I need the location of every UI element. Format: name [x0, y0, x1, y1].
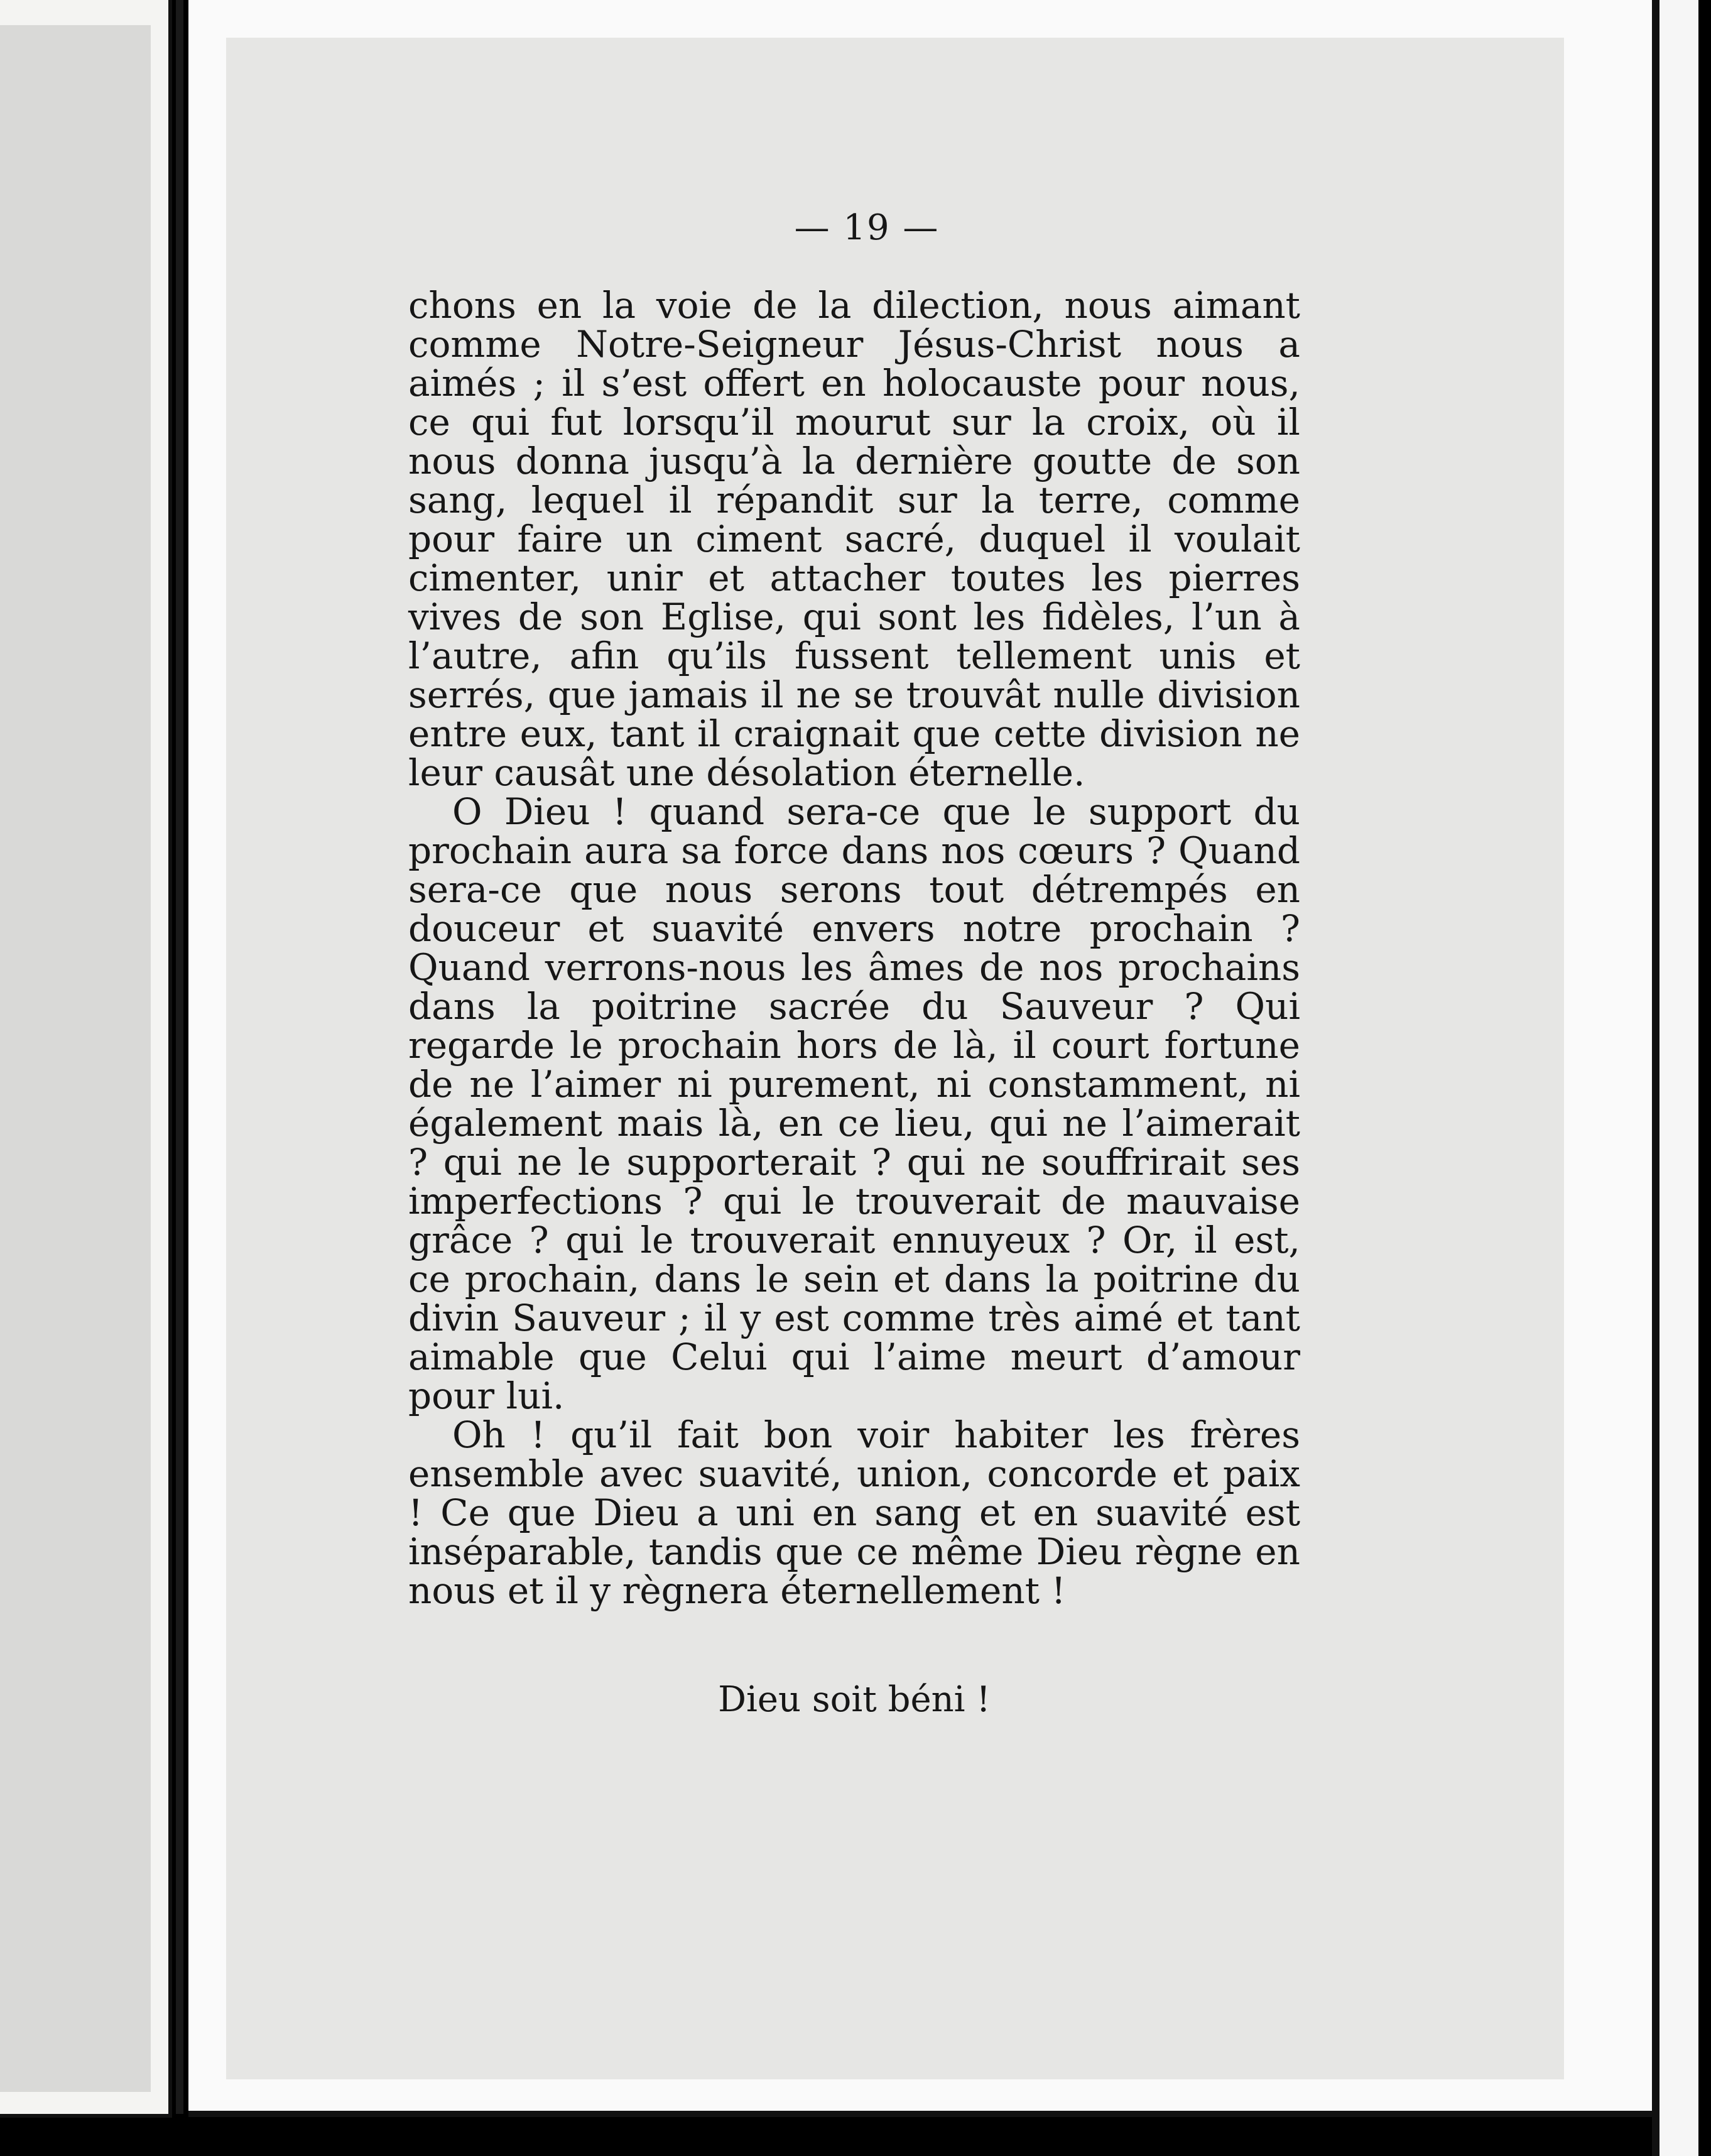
left-page-paper [0, 25, 151, 2092]
right-page-edge [1652, 0, 1659, 2156]
left-page-margin [0, 0, 172, 2118]
book-gutter [176, 0, 183, 2114]
page-text [408, 207, 1300, 1720]
right-margin-strip [1659, 0, 1698, 2156]
paragraph-2: O Dieu ! quand sera-ce que le support du prochain aura sa force dans nos cœurs ? Quand sera-ce que nous serons tout détrempés en douceur et suavité envers notre prochain ? Quand verrons-nous les âmes de nos prochains dans la poitrine sacrée du Sauveur ? Qui regarde le prochain hors de là, il court fortune de ne l’aimer ni purement, ni constamment, ni également mais là, en ce lieu, qui ne l’aimerait ? qui ne le supporterait ? qui ne souffrirait ses imperfections ? qui le trouverait de mauvaise grâce ? qui le trouverait ennuyeux ? Or, il est, ce prochain, dans le sein et dans la poitrine du divin Sauveur ; il y est comme très aimé et tant aimable que Celui qui l’aime meurt d’amour pour lui. [408, 790, 1300, 1417]
page-number: — 19 — [794, 207, 940, 248]
paragraph-3: Oh ! qu’il fait bon voir habiter les frères ensemble avec suavité, union, concorde et paix ! Ce que Dieu a uni en sang et en suavité est inséparable, tandis que ce même Dieu règne en nous et il y règnera éternellement ! [408, 1413, 1300, 1612]
paragraph-1: chons en la voie de la dilection, nous aimant comme Notre-Seigneur Jésus-Christ nous a aimés ; il s’est offert en holocauste pour nous, ce qui fut lorsqu’il mourut sur la croix, où il nous donna jusqu’à la dernière goutte de son sang, lequel il répandit sur la terre, comme pour faire un ciment sacré, duquel il voulait cimenter, unir et attacher toutes les pierres vives de son Eglise, qui sont les fidèles, l’un à l’autre, afin qu’ils fussent tellement unis et serrés, que jamais il ne se trouvât nulle division entre eux, tant il craignait que cette division ne leur causât une désolation éternelle. [408, 284, 1300, 794]
closing-line: Dieu soit béni ! [718, 1679, 991, 1720]
